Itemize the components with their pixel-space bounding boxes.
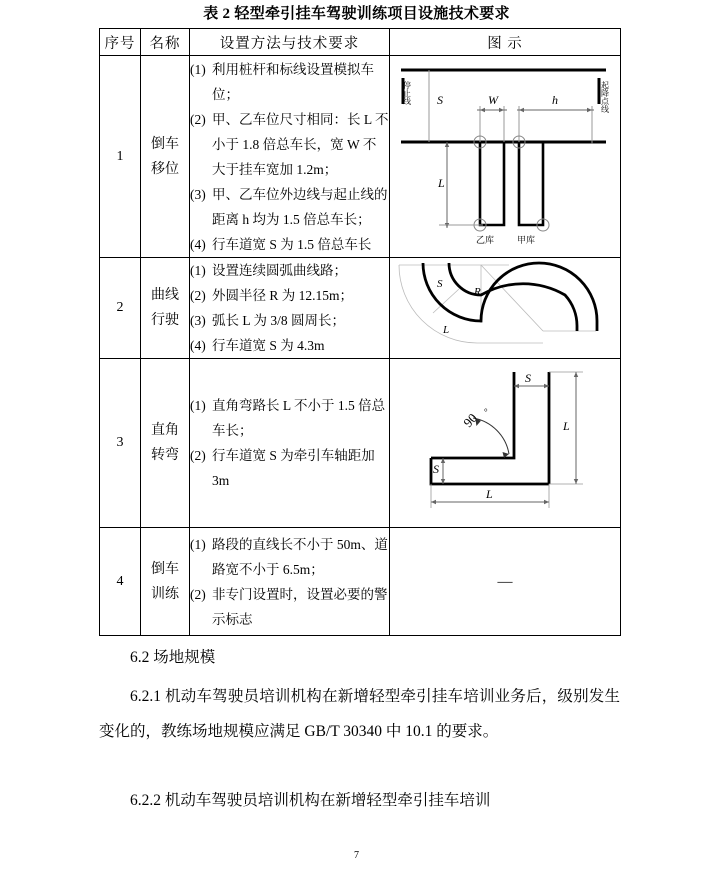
table-header-row [100, 29, 621, 56]
column-header-name: 名称 [141, 29, 190, 56]
requirement-mark: (2) [190, 448, 206, 463]
row-requirements [190, 359, 390, 528]
requirement-item [190, 232, 389, 257]
row-figure [390, 258, 621, 359]
requirement-mark: (1) [190, 536, 206, 552]
requirement-text: 弧长 L 为 3/8 圆周长； [212, 313, 345, 328]
requirement-mark: (2) [190, 288, 206, 303]
row-figure [390, 359, 621, 528]
svg-text:甲库: 甲库 [517, 235, 536, 245]
svg-text:S: S [437, 93, 443, 107]
reverse-parking-diagram [391, 56, 619, 252]
row-name-line1: 曲线 [151, 288, 179, 303]
requirement-item [190, 57, 389, 107]
requirement-text: 行车道宽 S 为 1.5 倍总车长 [212, 236, 372, 252]
requirement-text: 甲、乙车位尺寸相同：长 L 不小于 1.8 倍总车长，宽 W 不大于挂车宽加 1.2m； [212, 111, 389, 177]
requirement-item [190, 443, 389, 493]
svg-text:S: S [525, 370, 531, 385]
requirement-text: 利用桩杆和标线设置模拟车位； [212, 61, 374, 102]
row-figure [390, 528, 621, 636]
requirement-mark: (1) [190, 263, 206, 278]
requirement-mark: (1) [190, 398, 206, 413]
row-index: 1 [100, 56, 141, 258]
requirement-text: 外圆半径 R 为 12.15m； [212, 288, 354, 303]
row-name-line2: 行驶 [151, 313, 179, 328]
requirement-item [190, 308, 389, 333]
requirement-text: 行车道宽 S 为牵引车轴距加 3m [212, 448, 375, 488]
svg-text:h: h [552, 93, 558, 107]
svg-text:W: W [488, 93, 498, 107]
svg-text:停止线: 停止线 [402, 81, 412, 105]
requirement-text: 直角弯路长 L 不小于 1.5 倍总车长； [212, 398, 386, 438]
row-requirements [190, 528, 390, 636]
row-requirements [190, 258, 390, 359]
requirement-text: 非专门设置时，设置必要的警示标志 [212, 586, 388, 627]
svg-text:L: L [563, 418, 570, 433]
requirement-mark: (2) [190, 111, 206, 127]
svg-text:L: L [486, 486, 493, 501]
table-row [100, 56, 621, 258]
row-figure [390, 56, 621, 258]
row-name-line1: 直角 [151, 423, 179, 438]
svg-text:S: S [437, 277, 443, 290]
requirement-item [190, 182, 389, 232]
paragraph-6-2-1: 6.2.1 机动车驾驶员培训机构在新增轻型牵引挂车培训业务后，级别发生变化的，教练场地规模应满足 GB/T 30340 中 10.1 的要求。 [99, 688, 620, 740]
row-requirements [190, 56, 390, 258]
row-name-line2: 移位 [151, 161, 179, 177]
row-name [141, 258, 190, 359]
spec-table [99, 28, 621, 636]
no-figure-dash: — [497, 573, 513, 590]
row-name-line2: 转弯 [151, 448, 179, 463]
requirement-item [190, 258, 389, 283]
column-header-figure: 图 示 [390, 29, 621, 56]
paragraph-6-2-2: 6.2.2 机动车驾驶员培训机构在新增轻型牵引挂车培训 [130, 792, 491, 809]
right-angle-turn-diagram [391, 366, 619, 516]
requirement-mark: (3) [190, 313, 206, 328]
requirement-item [190, 283, 389, 308]
svg-text:L: L [443, 323, 450, 336]
svg-text:R: R [474, 285, 481, 298]
row-name-line1: 倒车 [151, 136, 179, 152]
row-name [141, 528, 190, 636]
page-number: 7 [354, 850, 359, 861]
requirement-text: 路段的直线长不小于 50m、道路宽不小于 6.5m； [212, 536, 388, 577]
table-row [100, 359, 621, 528]
row-name-line2: 训练 [151, 586, 179, 602]
svg-text:S: S [433, 461, 439, 476]
table-row [100, 528, 621, 636]
requirement-item [190, 107, 389, 182]
svg-text:起降点线: 起降点线 [600, 81, 610, 113]
row-index: 3 [100, 359, 141, 528]
table-row [100, 258, 621, 359]
requirement-item [190, 333, 389, 358]
svg-text:90: 90 [460, 409, 481, 430]
column-header-requirements: 设置方法与技术要求 [190, 29, 390, 56]
requirement-text: 行车道宽 S 为 4.3m [212, 338, 325, 353]
svg-text:乙库: 乙库 [476, 235, 495, 245]
svg-text:°: ° [484, 406, 488, 417]
requirement-mark: (4) [190, 236, 206, 252]
requirement-item [190, 532, 389, 582]
requirement-mark: (2) [190, 586, 206, 602]
row-name-line1: 倒车 [151, 561, 179, 577]
requirement-text: 甲、乙车位外边线与起止线的距离 h 均为 1.5 倍总车长； [212, 186, 388, 227]
svg-text:L: L [438, 176, 445, 190]
row-name [141, 359, 190, 528]
requirement-mark: (3) [190, 186, 206, 202]
row-index: 2 [100, 258, 141, 359]
row-index: 4 [100, 528, 141, 636]
section-heading-6-2: 6.2 场地规模 [130, 649, 216, 666]
requirement-item [190, 582, 389, 632]
page-title: 表 2 轻型牵引挂车驾驶训练项目设施技术要求 [203, 6, 510, 22]
requirement-mark: (4) [190, 338, 206, 353]
requirement-mark: (1) [190, 61, 206, 77]
requirement-text: 设置连续圆弧曲线路； [212, 263, 347, 278]
row-name [141, 56, 190, 258]
column-header-no: 序号 [100, 29, 141, 56]
s-curve-diagram [391, 261, 619, 351]
requirement-item [190, 393, 389, 443]
